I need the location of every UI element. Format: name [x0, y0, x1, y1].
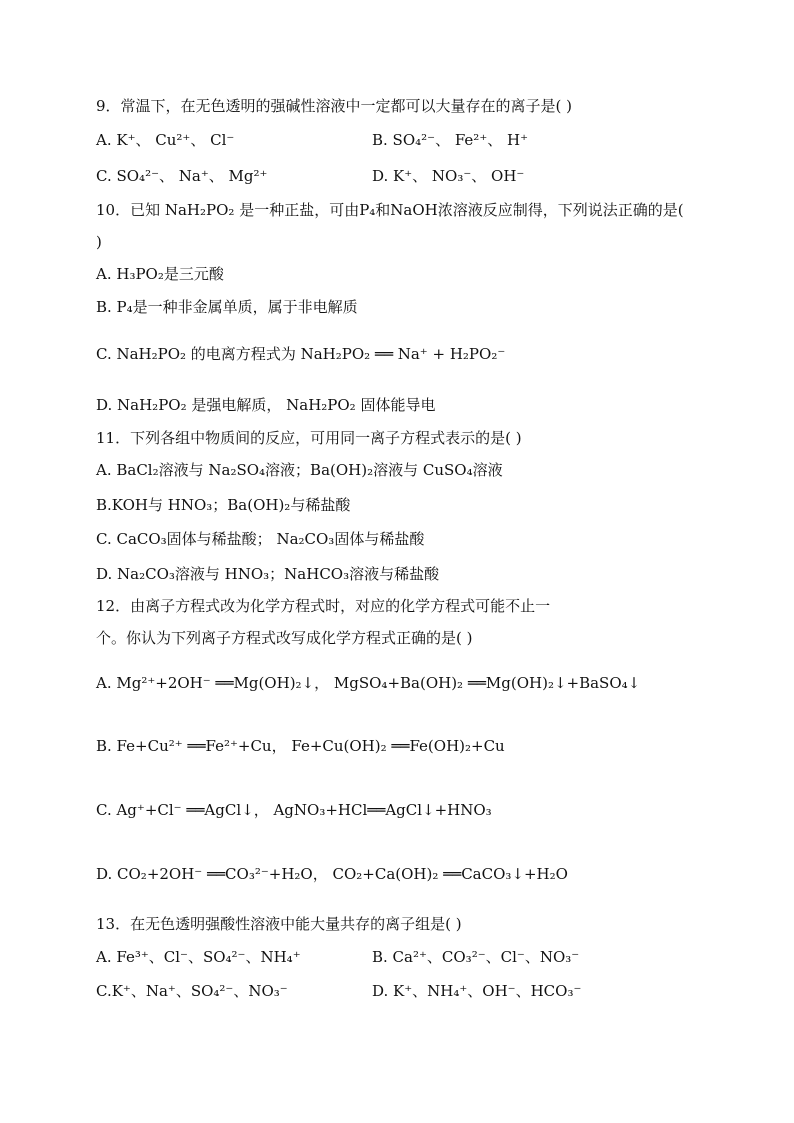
question-13-option-a: A. Fe³⁺、Cl⁻、SO₄²⁻、NH₄⁺ — [96, 948, 301, 966]
question-10-option-a: A. H₃PO₂是三元酸 — [96, 265, 224, 283]
question-10-option-b: B. P₄是一种非金属单质，属于非电解质 — [96, 298, 358, 316]
question-9-option-c: C. SO₄²⁻、 Na⁺、 Mg²⁺ — [96, 167, 268, 185]
question-12-option-a: A. Mg²⁺+2OH⁻ ══Mg(OH)₂↓， MgSO₄+Ba(OH)₂ ══Mg(OH)₂↓+BaSO₄↓ — [96, 674, 641, 692]
question-9-option-d: D. K⁺、 NO₃⁻、 OH⁻ — [372, 167, 525, 185]
question-12-option-d: D. CO₂+2OH⁻ ══CO₃²⁻+H₂O， CO₂+Ca(OH)₂ ══CaCO₃↓+H₂O — [96, 865, 568, 883]
question-11-option-c: C. CaCO₃固体与稀盐酸； Na₂CO₃固体与稀盐酸 — [96, 530, 425, 548]
question-13-option-d: D. K⁺、NH₄⁺、OH⁻、HCO₃⁻ — [372, 982, 582, 1000]
question-10-stem-line1: 10．已知 NaH₂PO₂ 是一种正盐，可由P₄和NaOH浓溶液反应制得，下列说法正确的是( — [96, 201, 684, 219]
question-12-option-c: C. Ag⁺+Cl⁻ ══AgCl↓， AgNO₃+HCl══AgCl↓+HNO₃ — [96, 801, 492, 819]
question-9-option-b: B. SO₄²⁻、 Fe²⁺、 H⁺ — [372, 131, 529, 149]
question-13-stem: 13．在无色透明强酸性溶液中能大量共存的离子组是( ) — [96, 915, 462, 933]
question-12-option-b: B. Fe+Cu²⁺ ══Fe²⁺+Cu， Fe+Cu(OH)₂ ══Fe(OH)₂+Cu — [96, 737, 505, 755]
question-13-option-c: C.K⁺、Na⁺、SO₄²⁻、NO₃⁻ — [96, 982, 288, 1000]
question-12-stem-line2: 个。你认为下列离子方程式改写成化学方程式正确的是( ) — [96, 629, 473, 647]
question-11-stem: 11．下列各组中物质间的反应，可用同一离子方程式表示的是( ) — [96, 429, 522, 447]
question-11-option-a: A. BaCl₂溶液与 Na₂SO₄溶液；Ba(OH)₂溶液与 CuSO₄溶液 — [96, 461, 503, 479]
question-9-option-a: A. K⁺、 Cu²⁺、 Cl⁻ — [96, 131, 235, 149]
question-10-option-d: D. NaH₂PO₂ 是强电解质， NaH₂PO₂ 固体能导电 — [96, 396, 436, 414]
question-10-stem-line2: ) — [96, 233, 102, 251]
question-9-stem: 9．常温下，在无色透明的强碱性溶液中一定都可以大量存在的离子是( ) — [96, 97, 573, 115]
question-11-option-d: D. Na₂CO₃溶液与 HNO₃；NaHCO₃溶液与稀盐酸 — [96, 565, 440, 583]
question-12-stem-line1: 12．由离子方程式改为化学方程式时，对应的化学方程式可能不止一 — [96, 597, 551, 615]
question-13-option-b: B. Ca²⁺、CO₃²⁻、Cl⁻、NO₃⁻ — [372, 948, 580, 966]
question-10-option-c: C. NaH₂PO₂ 的电离方程式为 NaH₂PO₂ ══ Na⁺ + H₂PO₂⁻ — [96, 345, 506, 363]
question-11-option-b: B.KOH与 HNO₃；Ba(OH)₂与稀盐酸 — [96, 496, 351, 514]
